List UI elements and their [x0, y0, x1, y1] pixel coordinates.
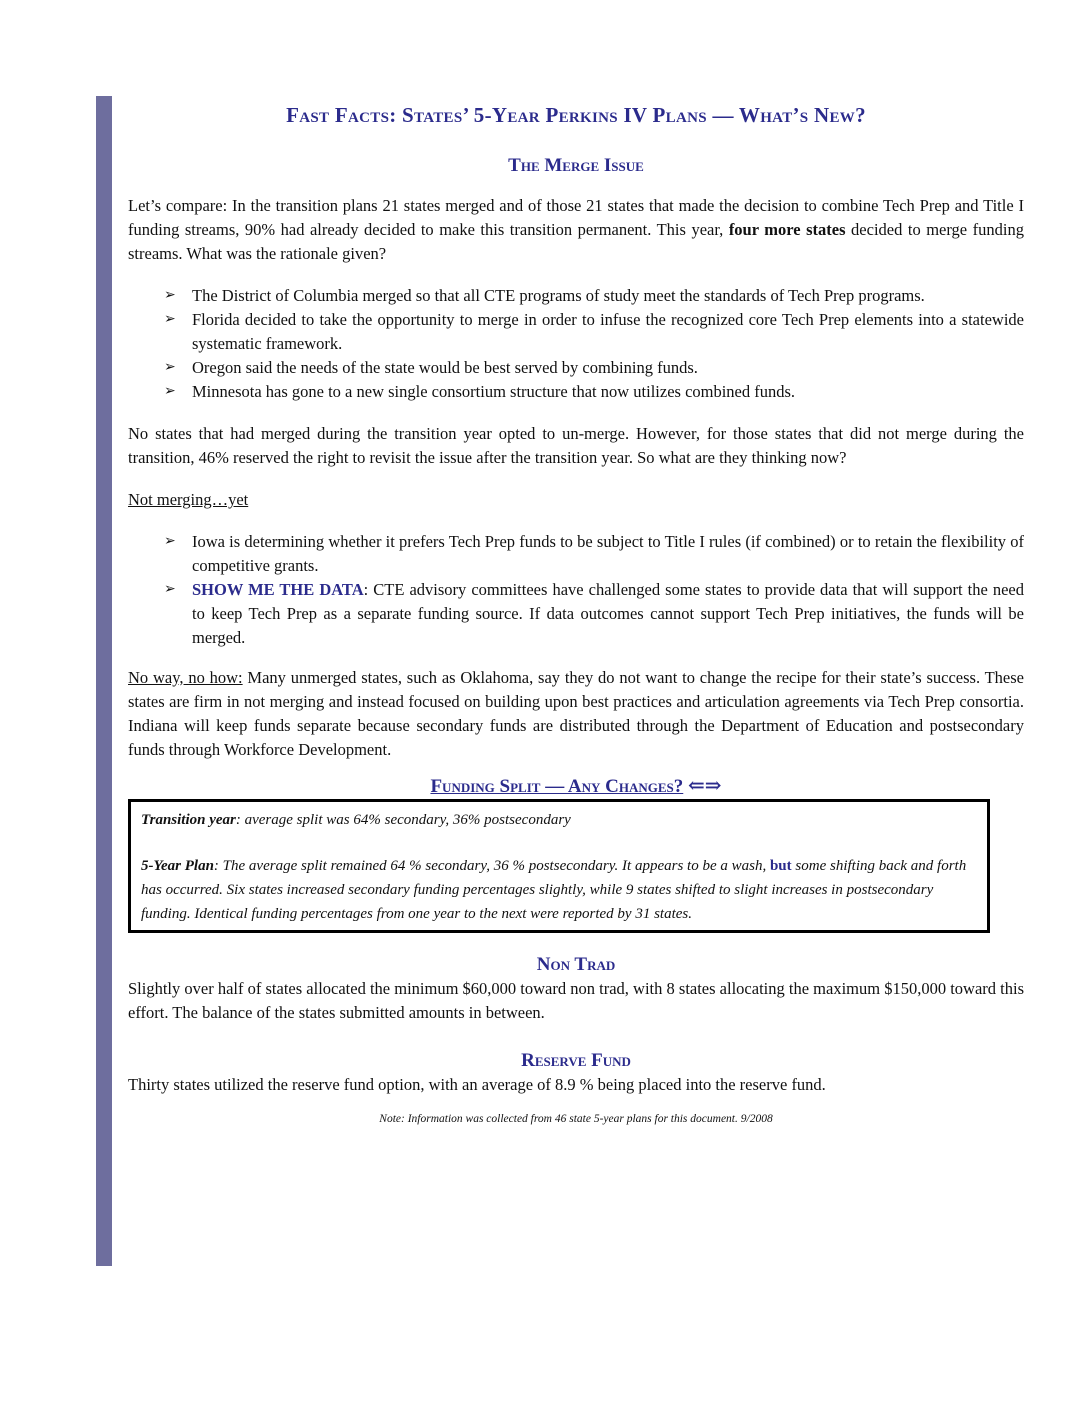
list-item: ➢ Iowa is determining whether it prefers Tech Prep funds to be subject to Title I rules (if combined) or to retain the flexibility of competitive grants. [164, 532, 1024, 575]
reserve-text: Thirty states utilized the reserve fund option, with an average of 8.9 % being placed into the reserve fund. [128, 1075, 826, 1094]
show-me-the-data-label: SHOW ME THE DATA [192, 580, 364, 599]
list-item: ➢ The District of Columbia merged so that all CTE programs of study meet the standards of Tech Prep programs. [164, 284, 1024, 308]
not-merging-list [128, 530, 1024, 650]
list-item: ➢ Oregon said the needs of the state would be best served by combining funds. [164, 356, 1024, 380]
arrow-bullet-icon: ➢ [164, 312, 176, 327]
arrow-bullet-icon: ➢ [164, 360, 176, 375]
funding-box [128, 799, 990, 933]
document-page [128, 100, 1024, 1127]
list-item: ➢ SHOW ME THE DATA: CTE advisory committees have challenged some states to provide data that will support the need to keep Tech Prep as a separate funding source. If data outcomes cannot support Tech Prep initiatives, the funds will be merged. [164, 580, 1024, 647]
footnote: Note: Information was collected from 46 state 5-year plans for this document. 9/2008 [379, 1113, 773, 1125]
merge-para2: No states that had merged during the transition year opted to un-merge. However, for those states that did not merge during the transition, 46% reserved the right to revisit the issue after the transition year. So what are they thinking now? [128, 424, 1024, 467]
list-item: ➢ Minnesota has gone to a new single consortium structure that now utilizes combined funds. [164, 380, 1024, 404]
five-year-plan-text: 5-Year Plan: The average split remained 64 % secondary, 36 % postsecondary. It appears to be a wash, but some shifting back and forth has occurred. Six states increased secondary funding percentages slightly, while 9 states shifted to slight increases in postsecondary funding. Identical funding percentages from one year to the next were reported by 31 states. [141, 858, 967, 922]
page-title: Fast Facts: States’ 5-Year Perkins IV Plans — What’s New? [286, 103, 866, 127]
no-way-label: No way, no how: [128, 668, 243, 687]
not-merging-label: Not merging…yet [128, 490, 249, 509]
transition-year-line: Transition year: average split was 64% secondary, 36% postsecondary [141, 812, 571, 828]
arrow-bullet-icon: ➢ [164, 582, 176, 597]
four-more-states: four more states [728, 220, 846, 239]
but-word: but [769, 858, 792, 874]
nontrad-heading: Non Trad [536, 954, 616, 975]
arrow-bullet-icon: ➢ [164, 534, 176, 549]
merge-heading: The Merge Issue [508, 155, 644, 176]
reserve-heading: Reserve Fund [521, 1050, 631, 1071]
nontrad-text: Slightly over half of states allocated the minimum $60,000 toward non trad, with 8 states allocating the maximum $150,000 toward this effort. The balance of the states submitted amounts in between. [128, 979, 1024, 1022]
arrow-bullet-icon: ➢ [164, 288, 176, 303]
left-accent-bar [96, 96, 112, 1266]
rationale-list [128, 284, 1024, 404]
left-right-arrows-icon: ⇐⇒ [688, 775, 722, 797]
no-way-paragraph: No way, no how: Many unmerged states, such as Oklahoma, say they do not want to change the recipe for their state’s success. These states are firm in not merging and instead focused on building upon best practices and articulation agreements via Tech Prep consortia. Indiana will keep funds separate because secondary funds are distributed through the Department of Education and postsecondary funds through Workforce Development. [128, 668, 1024, 759]
funding-heading: Funding Split — Any Changes? ⇐⇒ [430, 775, 722, 797]
merge-intro: Let’s compare: In the transition plans 21 states merged and of those 21 states that made the decision to combine Tech Prep and Title I funding streams, 90% had already decided to make this transition permanent. This year, four more states decided to merge funding streams. What was the rationale given? [128, 196, 1024, 263]
list-item: ➢ Florida decided to take the opportunity to merge in order to infuse the recognized core Tech Prep elements into a statewide systematic framework. [164, 310, 1024, 353]
arrow-bullet-icon: ➢ [164, 384, 176, 399]
